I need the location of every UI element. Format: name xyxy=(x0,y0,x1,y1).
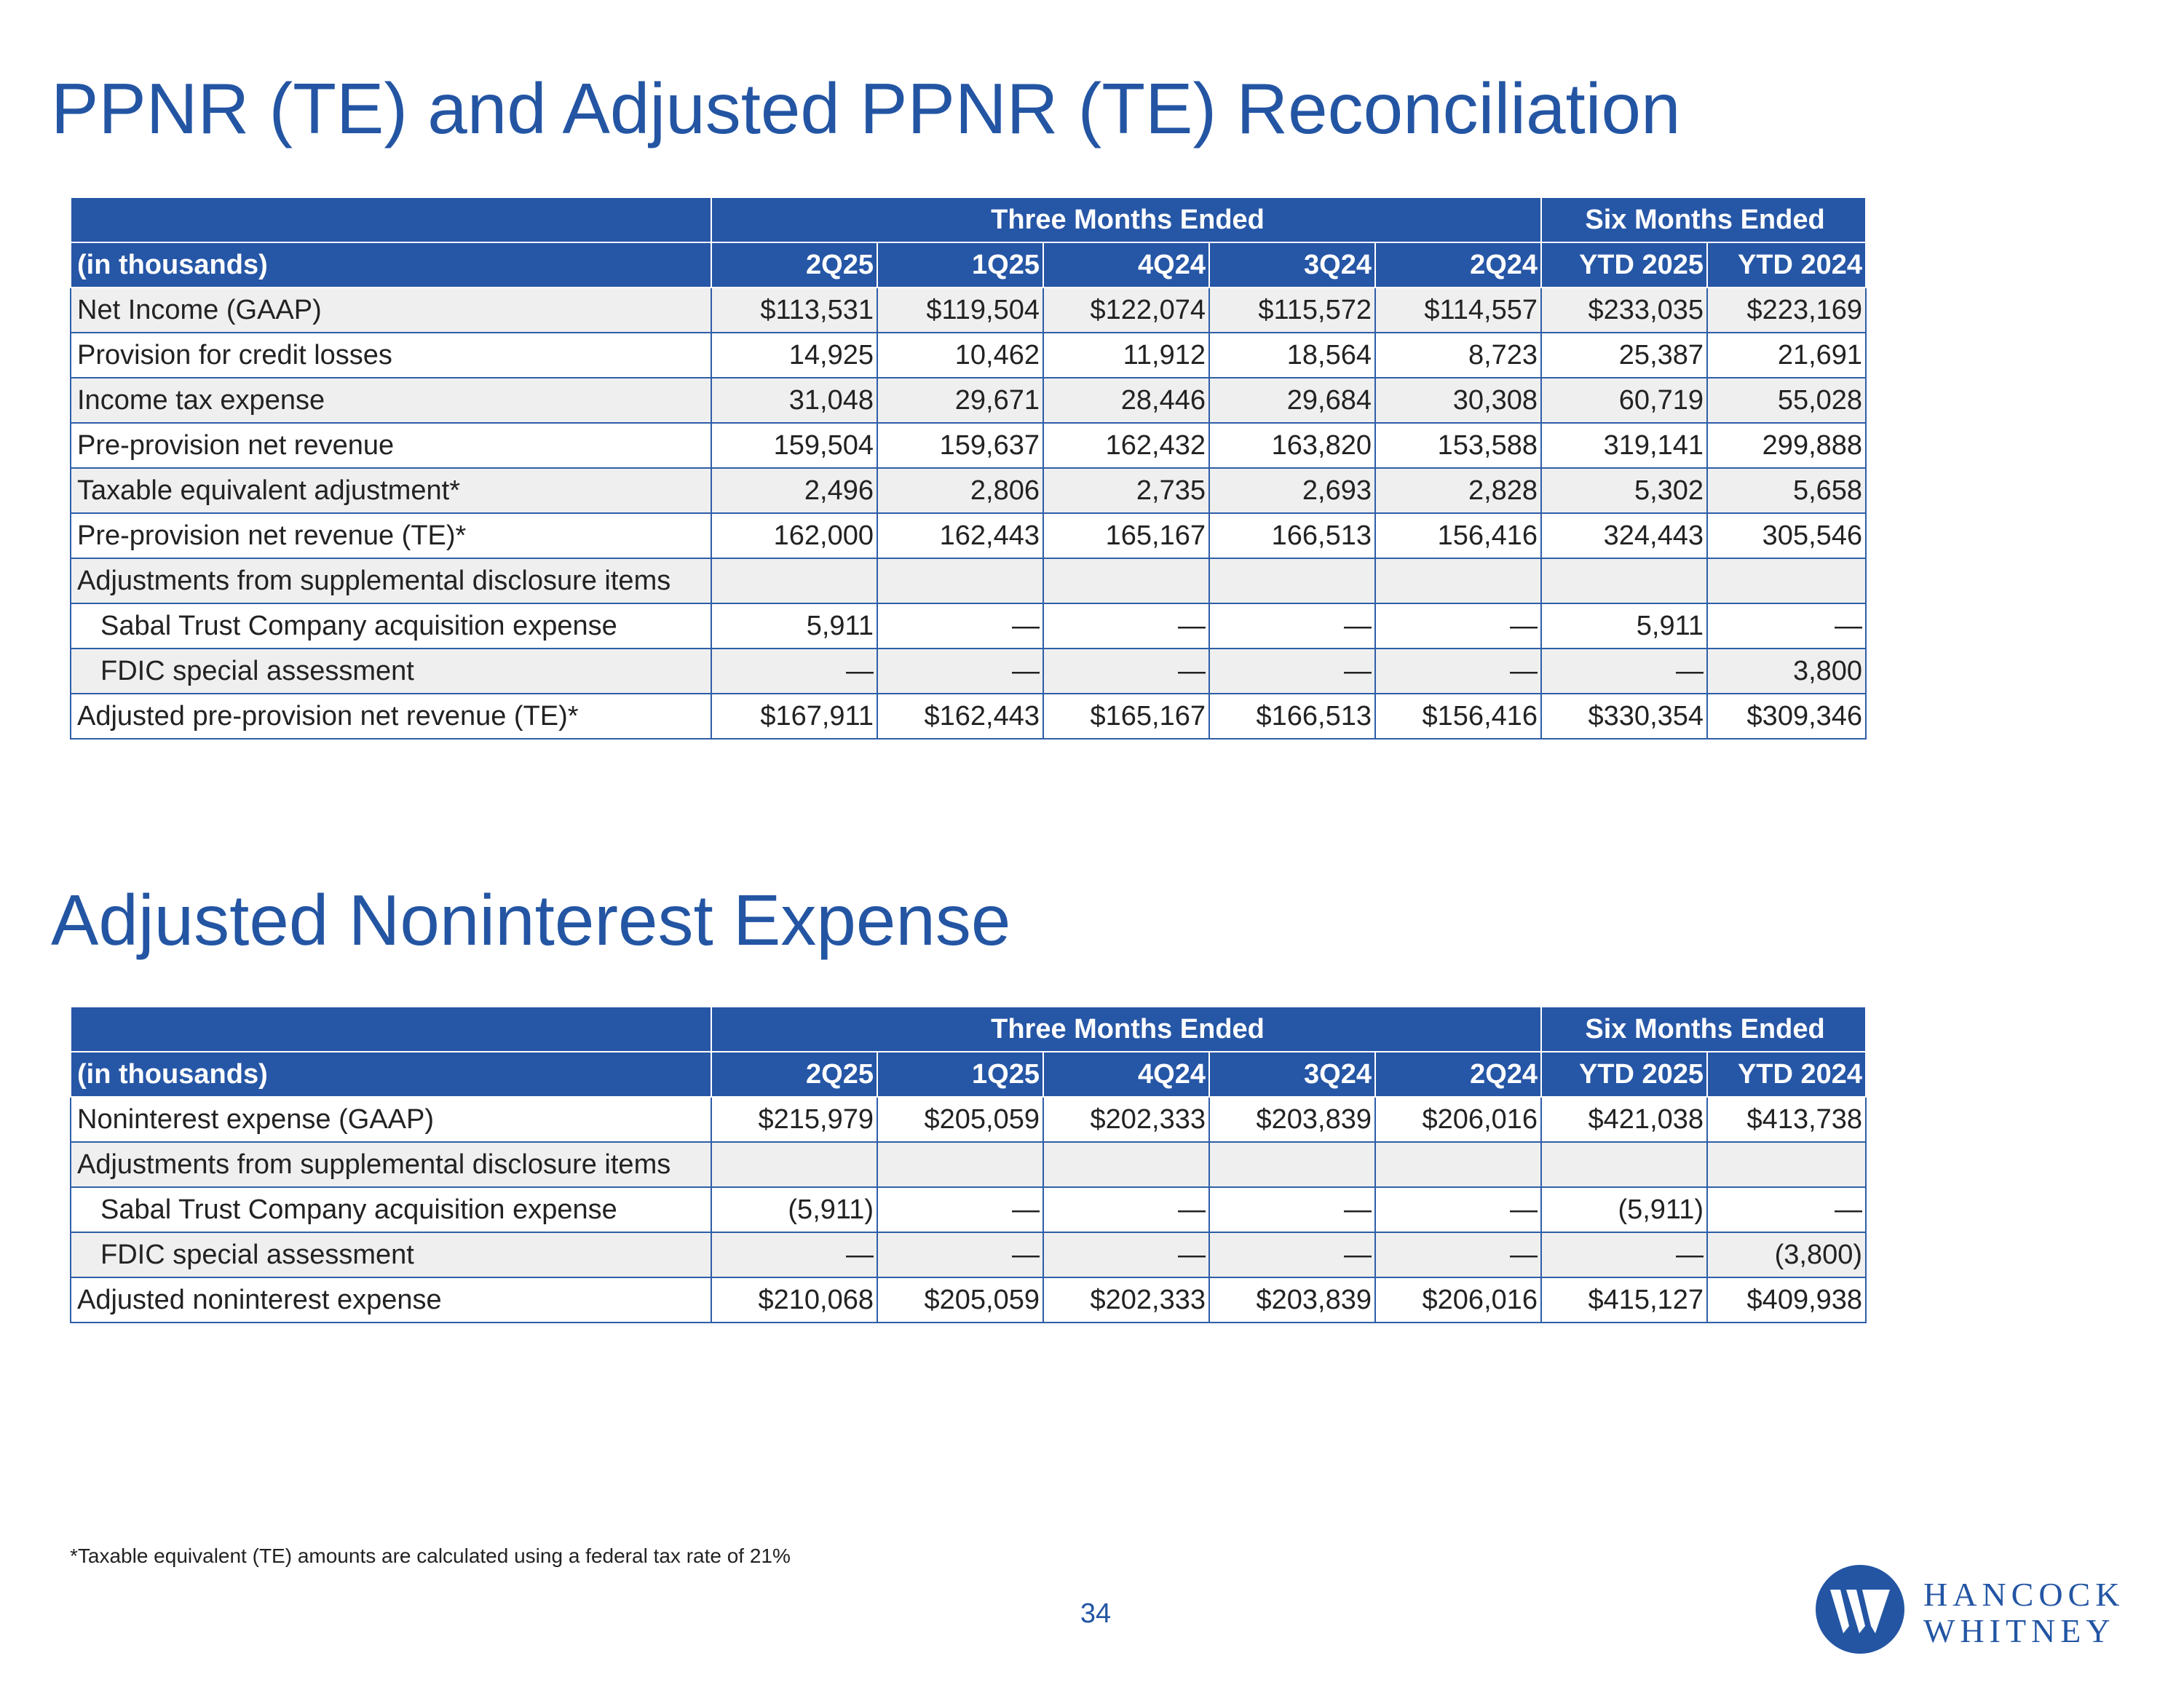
column-header: 2Q24 xyxy=(1375,1052,1541,1097)
table-cell: 2,496 xyxy=(711,468,877,513)
table-cell xyxy=(1043,558,1209,603)
table-cell: $330,354 xyxy=(1541,694,1707,739)
column-header: 4Q24 xyxy=(1043,1052,1209,1097)
table-cell: — xyxy=(1375,1232,1541,1277)
table-cell: $210,068 xyxy=(711,1277,877,1323)
table-cell: 5,911 xyxy=(711,603,877,649)
row-label: Adjusted noninterest expense xyxy=(71,1277,711,1323)
table-cell: 299,888 xyxy=(1707,423,1866,468)
column-header: 3Q24 xyxy=(1209,1052,1375,1097)
column-header: (in thousands) xyxy=(71,1052,711,1097)
column-header: 2Q25 xyxy=(711,242,877,288)
column-header: YTD 2024 xyxy=(1707,242,1866,288)
three-months-ended-header: Three Months Ended xyxy=(711,1007,1541,1052)
table-cell: $166,513 xyxy=(1209,694,1375,739)
ppnr-reconciliation-table xyxy=(70,197,1867,740)
row-label: FDIC special assessment xyxy=(71,649,711,694)
table-cell: 10,462 xyxy=(877,333,1043,378)
table-cell: 55,028 xyxy=(1707,378,1866,423)
table-cell: $205,059 xyxy=(877,1277,1043,1323)
row-label: Pre-provision net revenue (TE)* xyxy=(71,513,711,558)
row-label: Provision for credit losses xyxy=(71,333,711,378)
hancock-whitney-logo xyxy=(1814,1563,2178,1658)
table-cell: 29,684 xyxy=(1209,378,1375,423)
table-cell: — xyxy=(711,649,877,694)
table-cell: 2,735 xyxy=(1043,468,1209,513)
table-cell: $233,035 xyxy=(1541,288,1707,333)
table-cell: — xyxy=(877,603,1043,649)
table-cell: — xyxy=(1375,649,1541,694)
table-cell: — xyxy=(1043,1232,1209,1277)
table-row xyxy=(71,1277,1866,1323)
logo-wordmark xyxy=(1923,1577,2124,1649)
table-cell: $309,346 xyxy=(1707,694,1866,739)
row-label: Adjustments from supplemental disclosure items xyxy=(71,1142,711,1187)
table-cell: 159,504 xyxy=(711,423,877,468)
table-cell: $122,074 xyxy=(1043,288,1209,333)
table-cell: $202,333 xyxy=(1043,1277,1209,1323)
table-cell: $119,504 xyxy=(877,288,1043,333)
table-cell: — xyxy=(1541,649,1707,694)
column-header: 1Q25 xyxy=(877,1052,1043,1097)
page-number: 34 xyxy=(1080,1598,1112,1629)
noninterest-expense-title: Adjusted Noninterest Expense xyxy=(51,880,1011,960)
footnote: *Taxable equivalent (TE) amounts are calculated using a federal tax rate of 21% xyxy=(70,1545,791,1567)
table-row xyxy=(71,1232,1866,1277)
three-months-ended-header: Three Months Ended xyxy=(711,197,1541,242)
table-cell xyxy=(877,1142,1043,1187)
table-cell: $415,127 xyxy=(1541,1277,1707,1323)
row-label: Income tax expense xyxy=(71,378,711,423)
table-cell: — xyxy=(877,649,1043,694)
table-cell: 31,048 xyxy=(711,378,877,423)
table-cell: $156,416 xyxy=(1375,694,1541,739)
row-label: Net Income (GAAP) xyxy=(71,288,711,333)
row-label: FDIC special assessment xyxy=(71,1232,711,1277)
blank-header-cell xyxy=(71,197,711,242)
row-label: Adjustments from supplemental disclosure items xyxy=(71,558,711,603)
table-cell: — xyxy=(1375,603,1541,649)
column-header: 4Q24 xyxy=(1043,242,1209,288)
table-cell: — xyxy=(1375,1187,1541,1232)
table-cell: 30,308 xyxy=(1375,378,1541,423)
row-label: Taxable equivalent adjustment* xyxy=(71,468,711,513)
table-cell: — xyxy=(1043,1187,1209,1232)
table-cell xyxy=(1209,1142,1375,1187)
logo-line-1: HANCOCK xyxy=(1923,1576,2125,1613)
table-cell: 60,719 xyxy=(1541,378,1707,423)
table-cell: 5,658 xyxy=(1707,468,1866,513)
row-label: Adjusted pre-provision net revenue (TE)* xyxy=(71,694,711,739)
table-cell: — xyxy=(1043,649,1209,694)
table-row xyxy=(71,378,1866,423)
table-cell: — xyxy=(1209,1232,1375,1277)
table-row xyxy=(71,603,1866,649)
table-cell: 162,432 xyxy=(1043,423,1209,468)
table-cell: 156,416 xyxy=(1375,513,1541,558)
column-header: 3Q24 xyxy=(1209,242,1375,288)
row-label: Sabal Trust Company acquisition expense xyxy=(71,1187,711,1232)
table-cell: $413,738 xyxy=(1707,1097,1866,1142)
table-row xyxy=(71,694,1866,739)
table-cell: 18,564 xyxy=(1209,333,1375,378)
table-row xyxy=(71,423,1866,468)
table-cell xyxy=(877,558,1043,603)
table-cell xyxy=(1707,558,1866,603)
table-cell: $409,938 xyxy=(1707,1277,1866,1323)
table-cell: $223,169 xyxy=(1707,288,1866,333)
row-label: Noninterest expense (GAAP) xyxy=(71,1097,711,1142)
table-cell: $162,443 xyxy=(877,694,1043,739)
table-row xyxy=(71,1187,1866,1232)
table-row xyxy=(71,288,1866,333)
table-row xyxy=(71,558,1866,603)
table-cell: (5,911) xyxy=(711,1187,877,1232)
table-cell xyxy=(1375,558,1541,603)
table-cell: 159,637 xyxy=(877,423,1043,468)
column-header: YTD 2024 xyxy=(1707,1052,1866,1097)
column-header: 2Q24 xyxy=(1375,242,1541,288)
table-cell: (5,911) xyxy=(1541,1187,1707,1232)
table-cell: — xyxy=(1043,603,1209,649)
table-cell: 28,446 xyxy=(1043,378,1209,423)
table-cell: 3,800 xyxy=(1707,649,1866,694)
row-label: Pre-provision net revenue xyxy=(71,423,711,468)
table-cell: 2,693 xyxy=(1209,468,1375,513)
table-row xyxy=(71,468,1866,513)
table-cell: 319,141 xyxy=(1541,423,1707,468)
table-cell: $113,531 xyxy=(711,288,877,333)
table-cell: 5,302 xyxy=(1541,468,1707,513)
table-cell xyxy=(1541,558,1707,603)
table-cell: $114,557 xyxy=(1375,288,1541,333)
table-cell: 21,691 xyxy=(1707,333,1866,378)
noninterest-expense-table xyxy=(70,1006,1867,1323)
column-header: YTD 2025 xyxy=(1541,242,1707,288)
table-cell: — xyxy=(1707,603,1866,649)
table-cell: — xyxy=(1209,649,1375,694)
table-cell: $165,167 xyxy=(1043,694,1209,739)
table-cell: 2,828 xyxy=(1375,468,1541,513)
column-header: 1Q25 xyxy=(877,242,1043,288)
table-cell xyxy=(711,558,877,603)
table-cell: $202,333 xyxy=(1043,1097,1209,1142)
column-header: (in thousands) xyxy=(71,242,711,288)
table-row xyxy=(71,1142,1866,1187)
table-cell xyxy=(1375,1142,1541,1187)
table-cell: 2,806 xyxy=(877,468,1043,513)
column-header: YTD 2025 xyxy=(1541,1052,1707,1097)
hancock-whitney-emblem-icon xyxy=(1814,1563,1906,1655)
table-cell xyxy=(1541,1142,1707,1187)
table-cell: — xyxy=(711,1232,877,1277)
table-cell: 14,925 xyxy=(711,333,877,378)
table-cell xyxy=(1043,1142,1209,1187)
table-cell: $215,979 xyxy=(711,1097,877,1142)
six-months-ended-header: Six Months Ended xyxy=(1541,197,1866,242)
table-cell: 29,671 xyxy=(877,378,1043,423)
table-cell xyxy=(1707,1142,1866,1187)
table-cell: $421,038 xyxy=(1541,1097,1707,1142)
table-row xyxy=(71,513,1866,558)
table-cell xyxy=(1209,558,1375,603)
table-cell: 162,443 xyxy=(877,513,1043,558)
table-cell: — xyxy=(877,1187,1043,1232)
table-cell: 5,911 xyxy=(1541,603,1707,649)
column-header: 2Q25 xyxy=(711,1052,877,1097)
ppnr-title: PPNR (TE) and Adjusted PPNR (TE) Reconciliation xyxy=(51,68,1681,148)
table-cell: 165,167 xyxy=(1043,513,1209,558)
table-cell: 163,820 xyxy=(1209,423,1375,468)
table-row xyxy=(71,649,1866,694)
table-cell: $203,839 xyxy=(1209,1277,1375,1323)
table-cell: $203,839 xyxy=(1209,1097,1375,1142)
table-cell: $206,016 xyxy=(1375,1097,1541,1142)
table-cell: 324,443 xyxy=(1541,513,1707,558)
table-cell: $167,911 xyxy=(711,694,877,739)
table-cell: 162,000 xyxy=(711,513,877,558)
table-cell: 8,723 xyxy=(1375,333,1541,378)
table-cell: 153,588 xyxy=(1375,423,1541,468)
table-cell xyxy=(711,1142,877,1187)
six-months-ended-header: Six Months Ended xyxy=(1541,1007,1866,1052)
table-cell: $206,016 xyxy=(1375,1277,1541,1323)
table-row xyxy=(71,1097,1866,1142)
table-cell: (3,800) xyxy=(1707,1232,1866,1277)
table-cell: 11,912 xyxy=(1043,333,1209,378)
table-cell: $205,059 xyxy=(877,1097,1043,1142)
table-row xyxy=(71,333,1866,378)
row-label: Sabal Trust Company acquisition expense xyxy=(71,603,711,649)
table-cell: 25,387 xyxy=(1541,333,1707,378)
table-cell: $115,572 xyxy=(1209,288,1375,333)
blank-header-cell xyxy=(71,1007,711,1052)
table-cell: — xyxy=(1541,1232,1707,1277)
table-cell: — xyxy=(1707,1187,1866,1232)
table-cell: — xyxy=(1209,603,1375,649)
logo-line-2: WHITNEY xyxy=(1923,1612,2116,1649)
table-cell: 305,546 xyxy=(1707,513,1866,558)
table-cell: 166,513 xyxy=(1209,513,1375,558)
table-cell: — xyxy=(1209,1187,1375,1232)
table-cell: — xyxy=(877,1232,1043,1277)
